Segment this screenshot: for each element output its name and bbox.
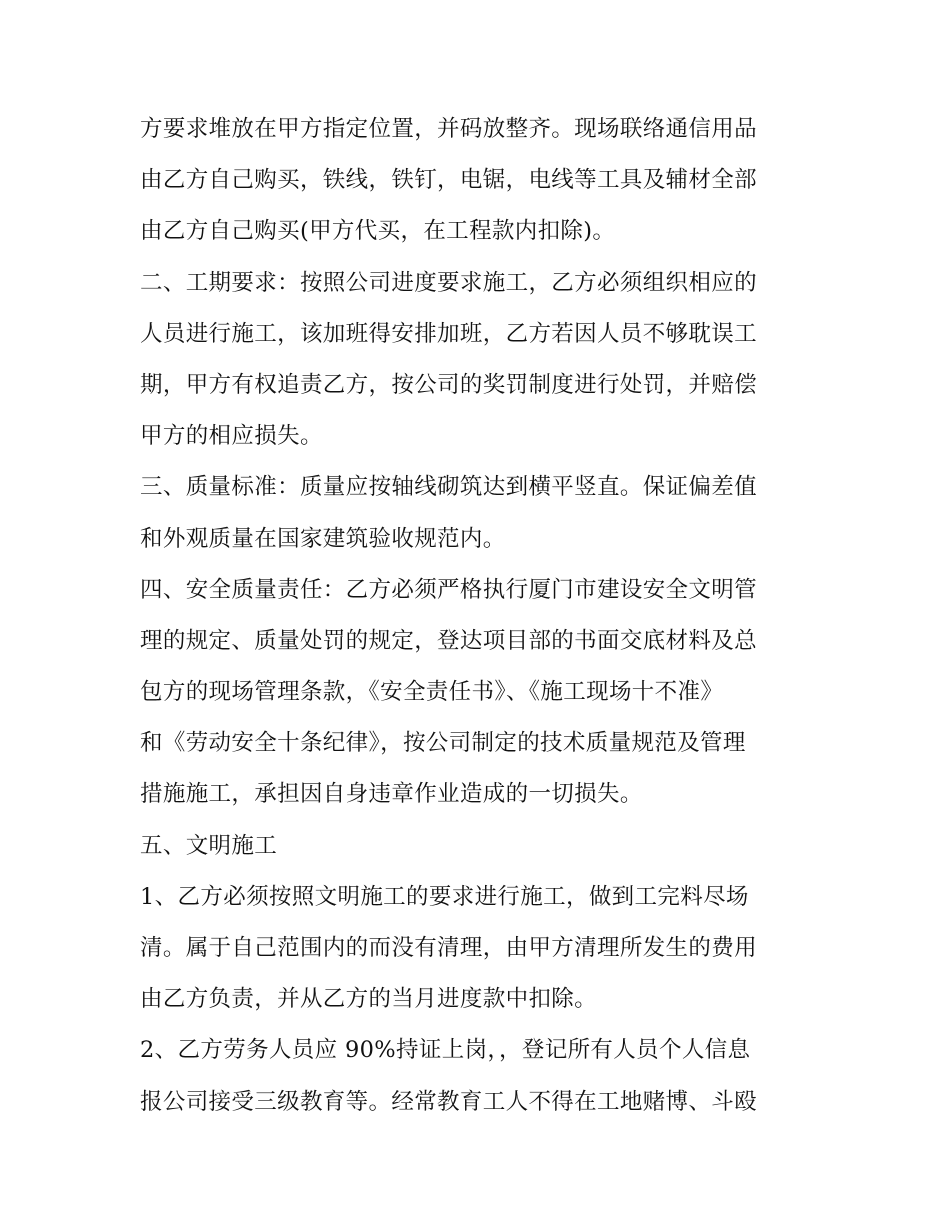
document-body (140, 104, 820, 1128)
text-line: 理的规定、质量处罚的规定，登达项目部的书面交底材料及总 (140, 627, 757, 654)
text-line: 方要求堆放在甲方指定位置，并码放整齐。现场联络通信用品 (140, 116, 757, 142)
text-line: 措施施工，承担因自身违章作业造成的一切损失。 (140, 781, 643, 808)
text-line: 包方的现场管理条款，《安全责任书》、《施工现场十不准》 (140, 679, 724, 706)
section-heading-quality: 三、质量标准：质量应按轴线砌筑达到横平竖直。保证偏差值 (140, 474, 757, 501)
list-item-2: 2、乙方劳务人员应 90%持证上岗，，登记所有人员个人信息 (140, 1037, 751, 1064)
text-line: 清。属于自己范围内的而没有清理，由甲方清理所发生的费用 (140, 935, 757, 961)
text-line: 人员进行施工，该加班得安排加班，乙方若因人员不够耽误工 (140, 320, 757, 347)
text-line: 和《劳动安全十条纪律》，按公司制定的技术质量规范及管理 (140, 730, 746, 757)
section-heading-safety: 四、安全质量责任：乙方必须严格执行厦门市建设安全文明管 (140, 576, 757, 603)
section-heading-schedule: 二、工期要求：按照公司进度要求施工，乙方必须组织相应的 (140, 269, 757, 296)
text-line: 和外观质量在国家建筑验收规范内。 (140, 525, 506, 552)
section-heading-civilized-construction: 五、文明施工 (140, 832, 278, 859)
text-line: 由乙方自己购买(甲方代买，在工程款内扣除)。 (140, 218, 616, 245)
text-line: 甲方的相应损失。 (140, 423, 323, 450)
text-line: 报公司接受三级教育等。经常教育工人不得在工地赌博、斗殴 (140, 1088, 757, 1115)
list-item-1: 1、乙方必须按照文明施工的要求进行施工，做到工完料尽场 (140, 883, 749, 910)
text-line: 由乙方负责，并从乙方的当月进度款中扣除。 (140, 986, 598, 1013)
text-line: 期，甲方有权追责乙方，按公司的奖罚制度进行处罚，并赔偿 (140, 371, 757, 398)
text-line: 由乙方自己购买，铁线，铁钉，电锯，电线等工具及辅材全部 (140, 167, 757, 194)
